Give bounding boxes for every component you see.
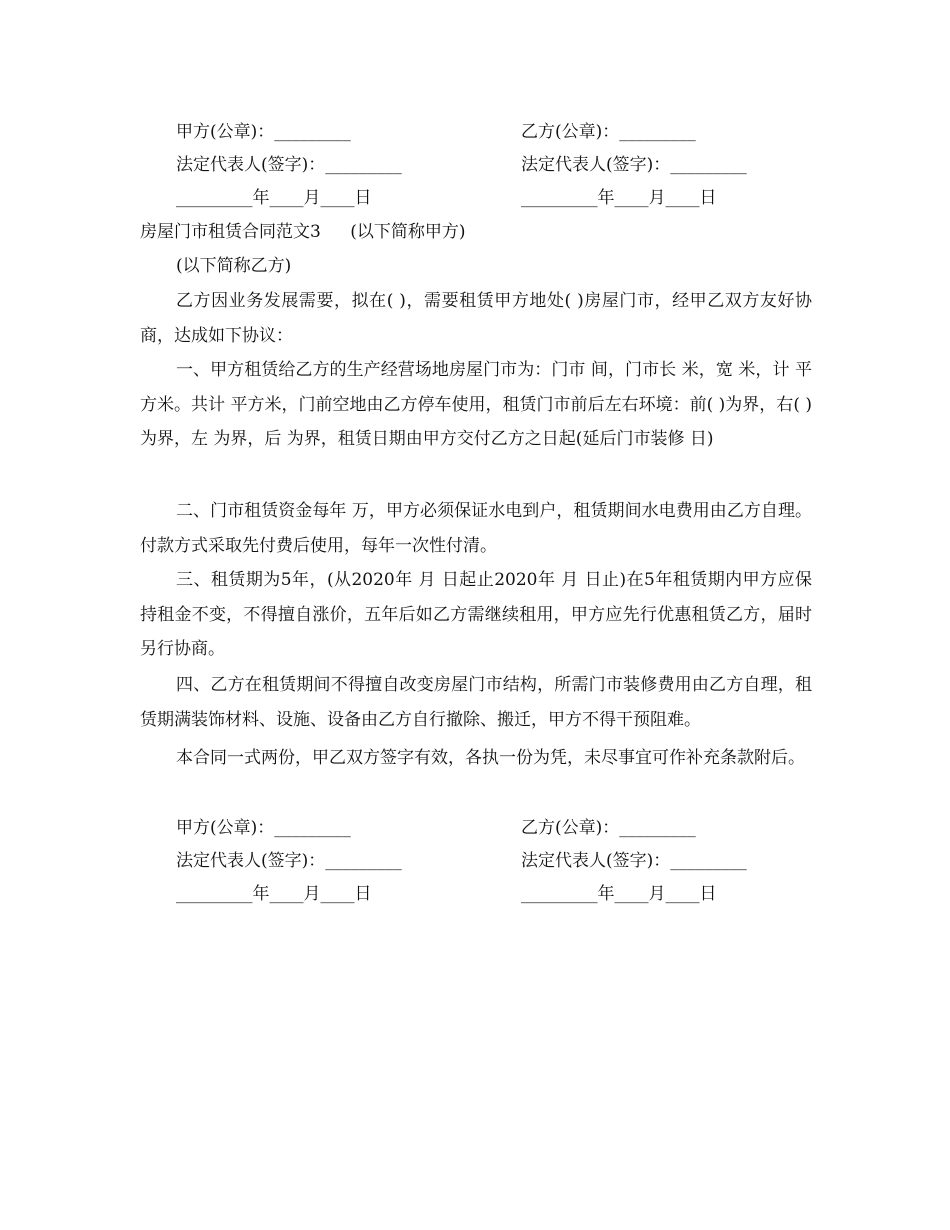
sig-top-date-a: _________年____月____日 xyxy=(176,188,372,208)
sig-bottom-rep-b: 法定代表人(签字)：_________ xyxy=(521,851,747,871)
paragraph-clause-3: 三、租赁期为5年，(从2020年 月 日起止2020年 月 日止)在5年租赁期内甲方应保持租金不变，不得擅自涨价，五年后如乙方需继续租用，甲方应先行优惠租赁乙方，届时另行协商。 xyxy=(140,570,812,659)
paragraph-closing: 本合同一式两份，甲乙双方签字有效，各执一份为凭，未尽事宜可作补充条款附后。 xyxy=(176,748,805,768)
contract-heading: 房屋门市租赁合同范文3 (以下简称甲方) xyxy=(140,222,466,242)
sig-top-date-b: _________年____月____日 xyxy=(521,188,717,208)
sig-top-rep-b: 法定代表人(签字)：_________ xyxy=(521,155,747,175)
paragraph-clause-4: 四、乙方在租赁期间不得擅自改变房屋门市结构，所需门市装修费用由乙方自理，租赁期满装饰材料、设施、设备由乙方自行撤除、搬迁，甲方不得干预阻难。 xyxy=(140,675,812,730)
paragraph-clause-1: 一、甲方租赁给乙方的生产经营场地房屋门市为：门市 间，门市长 米，宽 米，计 平方米。共计 平方米，门前空地由乙方停车使用，租赁门市前后左右环境：前( )为界，右( )为界，左 为界，后 为界，租赁日期由甲方交付乙方之日起(延后门市装修 日) xyxy=(140,360,812,449)
sig-top-party-a: 甲方(公章)：_________ xyxy=(176,122,351,142)
sig-bottom-party-a: 甲方(公章)：_________ xyxy=(176,818,351,838)
party-b-note: (以下简称乙方) xyxy=(176,256,292,276)
sig-bottom-date-a: _________年____月____日 xyxy=(176,884,372,904)
sig-bottom-party-b: 乙方(公章)：_________ xyxy=(521,818,696,838)
sig-top-rep-a: 法定代表人(签字)：_________ xyxy=(176,155,402,175)
sig-top-party-b: 乙方(公章)：_________ xyxy=(521,122,696,142)
sig-bottom-rep-a: 法定代表人(签字)：_________ xyxy=(176,851,402,871)
paragraph-intro: 乙方因业务发展需要，拟在( )，需要租赁甲方地处( )房屋门市，经甲乙双方友好协商，达成如下协议： xyxy=(140,291,812,346)
paragraph-clause-2: 二、门市租赁资金每年 万，甲方必须保证水电到户，租赁期间水电费用由乙方自理。付款方式采取先付费后使用，每年一次性付清。 xyxy=(140,501,812,556)
sig-bottom-date-b: _________年____月____日 xyxy=(521,884,717,904)
